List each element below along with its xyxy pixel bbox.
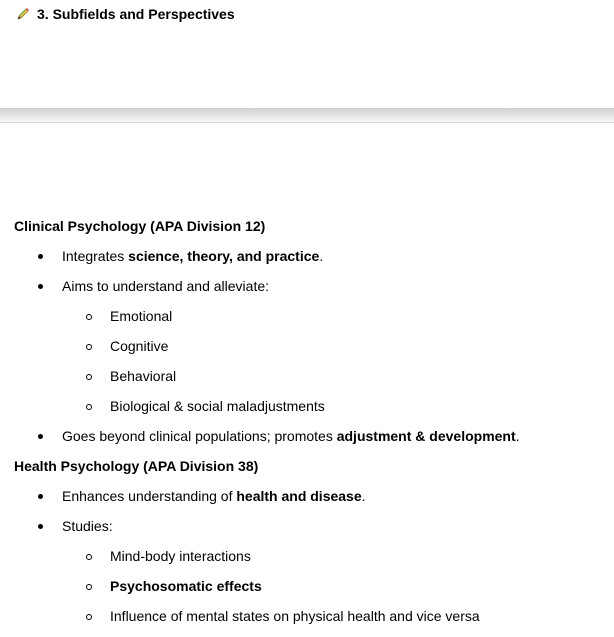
bullet-circle-icon — [86, 314, 92, 320]
bullet-disc-icon — [38, 524, 43, 529]
previous-page-area — [0, 0, 614, 108]
heading-title: 3. Subfields and Perspectives — [37, 6, 235, 22]
section-title-clinical: Clinical Psychology (APA Division 12) — [14, 218, 266, 234]
bullet-disc-icon — [38, 254, 43, 259]
pencil-icon — [15, 6, 31, 22]
bullet-circle-icon — [86, 404, 92, 410]
bullet-circle-icon — [86, 374, 92, 380]
bullet-circle-icon — [86, 554, 92, 560]
section-heading — [15, 6, 235, 22]
bullet-disc-icon — [38, 494, 43, 499]
bullet-circle-icon — [86, 584, 92, 590]
bullet-circle-icon — [86, 344, 92, 350]
page-break-shadow — [0, 108, 614, 123]
bullet-circle-icon — [86, 614, 92, 620]
page-break-line — [0, 122, 614, 123]
bullet-disc-icon — [38, 284, 43, 289]
bullet-disc-icon — [38, 434, 43, 439]
section-title-health: Health Psychology (APA Division 38) — [14, 458, 259, 474]
